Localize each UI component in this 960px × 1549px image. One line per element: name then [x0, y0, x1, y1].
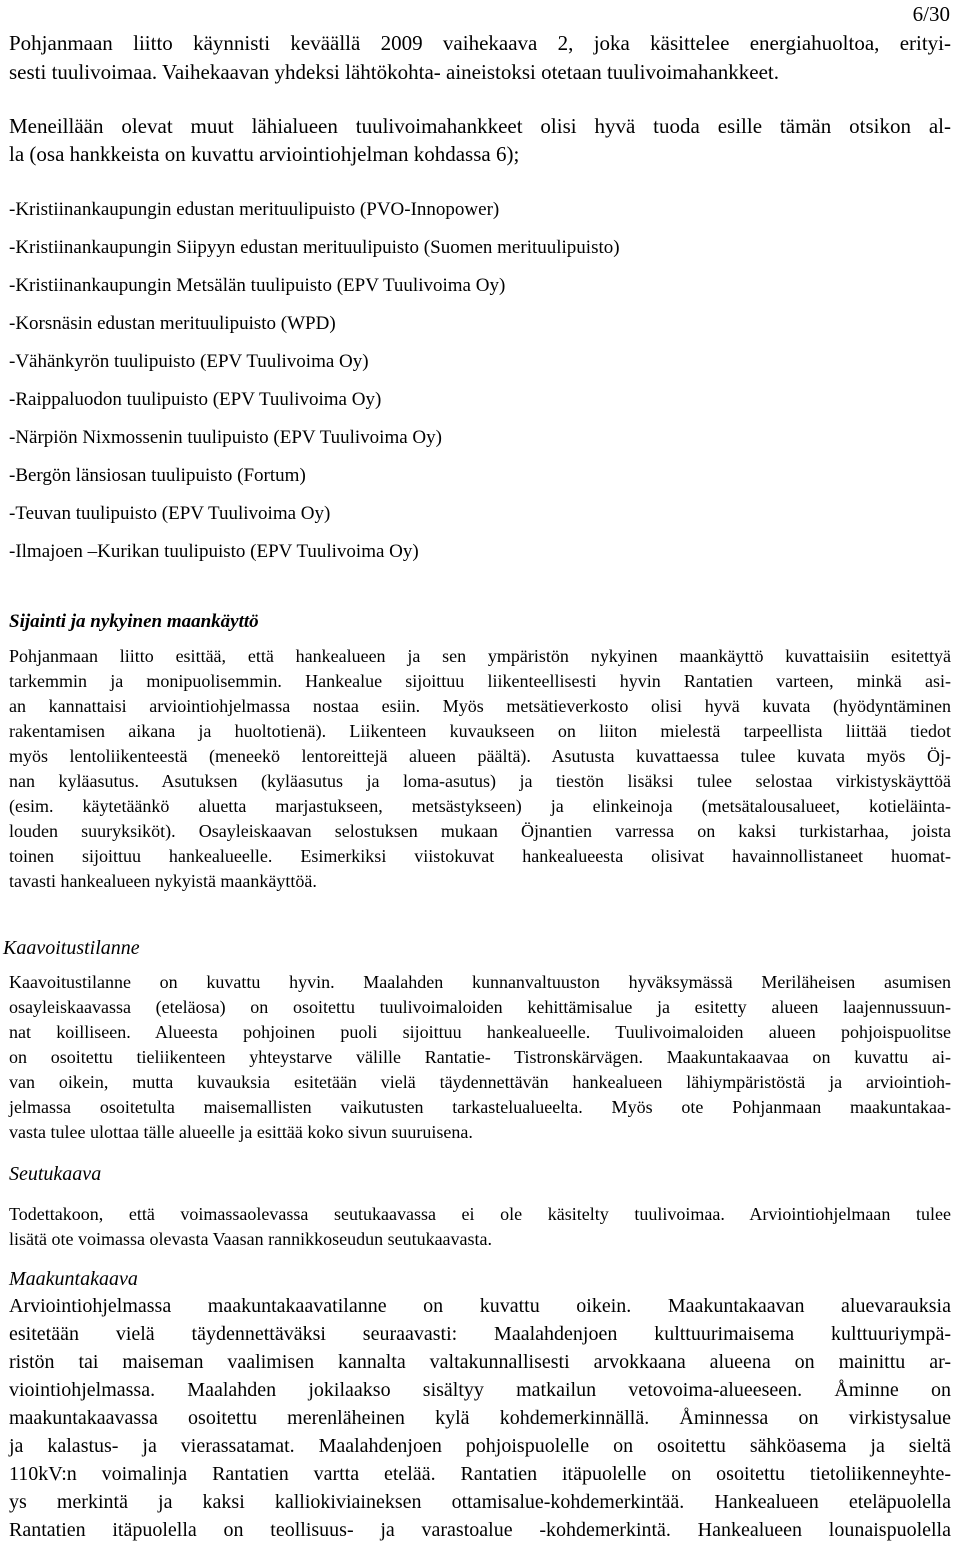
list-item: -Ilmajoen –Kurikan tuulipuisto (EPV Tuulivoima Oy): [9, 541, 419, 562]
text-line: (esim. käytetäänkö aluetta marjastukseen, metsästykseen) ja elinkeinoja (metsätalousalueet, kotieläinta-: [9, 796, 951, 816]
list-item: -Kristiinankaupungin edustan merituulipuisto (PVO-Innopower): [9, 199, 500, 220]
text-line: ys merkintä ja kaksi kalliokiviaineksen ottamisalue-kohdemerkintää. Hankealueen eteläpuolella: [9, 1491, 951, 1513]
section-heading: Maakuntakaava: [9, 1268, 138, 1290]
list-item: -Kristiinankaupungin Metsälän tuulipuisto (EPV Tuulivoima Oy): [9, 275, 506, 296]
text-line: nat koilliseen. Alueesta pohjoinen puoli sijoittuu hankealueelle. Tuulivoimaloiden alueen pohjoispuolitse: [9, 1022, 951, 1042]
text-line: myös lentoliikenteestä (meneekö lentoreittejä alueen päältä). Asutusta kuvattaessa tulee kuvata myös Öj-: [9, 746, 951, 766]
section-heading: Kaavoitustilanne: [3, 937, 140, 959]
text-line: la (osa hankkeista on kuvattu arviointiohjelman kohdassa 6);: [9, 142, 520, 166]
text-line: Rantatien itäpuolella on teollisuus- ja varastoalue -kohdemerkintä. Hankealueen lounaispuolella: [9, 1519, 951, 1541]
text-line: sesti tuulivoimaa. Vaihekaavan yhdeksi lähtökohta- aineistoksi otetaan tuulivoimahankkeet.: [9, 60, 780, 84]
text-line: vasta tulee ulottaa tälle alueelle ja esittää koko sivun suuruisena.: [9, 1122, 473, 1142]
text-line: 110kV:n voimalinja Rantatien vartta etelää. Rantatien itäpuolelle on osoitettu tietoliikenneyhte-: [9, 1463, 951, 1485]
section-heading: Sijainti ja nykyinen maankäyttö: [9, 611, 259, 632]
text-line: Meneillään olevat muut lähialueen tuulivoimahankkeet olisi hyvä tuoda esille tämän otsikon al-: [9, 114, 951, 138]
list-item: -Teuvan tuulipuisto (EPV Tuulivoima Oy): [9, 503, 331, 524]
list-item: -Kristiinankaupungin Siipyyn edustan merituulipuisto (Suomen merituulipuisto): [9, 237, 620, 258]
list-item: -Korsnäsin edustan merituulipuisto (WPD): [9, 313, 336, 334]
list-item: -Vähänkyrön tuulipuisto (EPV Tuulivoima Oy): [9, 351, 369, 372]
text-line: van oikein, mutta kuvauksia esitetään vielä täydennettävän hankealueen lähiympäristöstä ja arviointioh-: [9, 1072, 951, 1092]
text-line: Todettakoon, että voimassaolevassa seutukaavassa ei ole käsitelty tuulivoimaa. Arviointiohjelmaan tulee: [9, 1204, 951, 1224]
text-line: jelmassa osoitetulta maisemallisten vaikutusten tarkastelualueelta. Myös ote Pohjanmaan maakuntakaa-: [9, 1097, 951, 1117]
section-heading: Seutukaava: [9, 1163, 102, 1185]
text-line: tarkemmin ja monipuolisemmin. Hankealue sijoittuu liikenteellisesti hyvin Rantatien varteen, minkä asi-: [9, 671, 951, 691]
list-item: -Bergön länsiosan tuulipuisto (Fortum): [9, 465, 306, 486]
text-line: viointiohjelmassa. Maalahden jokilaakso sisältyy matkailun vetovoima-alueeseen. Åminne on: [9, 1379, 951, 1401]
text-line: lisätä ote voimassa olevasta Vaasan rannikkoseudun seutukaavasta.: [9, 1229, 493, 1249]
text-line: louden suuryksiköt). Osayleiskaavan selostuksen mukaan Öjnantien varressa on kaksi turkistarhaa, joista: [9, 821, 951, 841]
text-line: Kaavoitustilanne on kuvattu hyvin. Maalahden kunnanvaltuuston hyväksymässä Meriläheisen asumisen: [9, 972, 951, 992]
text-line: esitetään vielä täydennettäväksi seuraavasti: Maalahdenjoen kulttuurimaisema kulttuuriympä-: [9, 1323, 951, 1345]
text-line: Pohjanmaan liitto käynnisti keväällä 2009 vaihekaava 2, joka käsittelee energiahuoltoa, erityi-: [9, 31, 951, 55]
text-line: osayleiskaavassa (eteläosa) on osoitettu tuulivoimaloiden kehittämisalue ja esitetty alueen laajennussuun-: [9, 997, 951, 1017]
page-number: 6/30: [912, 2, 950, 26]
text-line: Arviointiohjelmassa maakuntakaavatilanne on kuvattu oikein. Maakuntakaavan aluevarauksia: [9, 1295, 951, 1317]
list-item: -Närpiön Nixmossenin tuulipuisto (EPV Tuulivoima Oy): [9, 427, 442, 448]
text-line: ja kalastus- ja vierassatamat. Maalahdenjoen pohjoispuolelle on osoitettu sähköasema ja sieltä: [9, 1435, 951, 1457]
text-line: ristön tai maiseman vaalimisen kannalta valtakunnallisesti arvokkaana alueena on mainittu ar-: [9, 1351, 951, 1373]
text-line: Pohjanmaan liitto esittää, että hankealueen ja sen ympäristön nykyinen maankäyttö kuvattaisiin esitettyä: [9, 646, 951, 666]
text-line: toinen sijoittuu hankealueelle. Esimerkiksi viistokuvat hankealueesta olisivat havainnollistaneet huomat-: [9, 846, 951, 866]
list-item: -Raippaluodon tuulipuisto (EPV Tuulivoima Oy): [9, 389, 382, 410]
text-line: an kannattaisi arviointiohjelmassa nostaa esiin. Myös metsätieverkosto olisi hyvä kuvata (hyödyntäminen: [9, 696, 951, 716]
text-line: on osoitettu tieliikenteen yhteystarve välille Rantatie- Tistronskärvägen. Maakuntakaavaa on kuvattu ai-: [9, 1047, 951, 1067]
text-line: nan kyläasutus. Asutuksen (kyläasutus ja loma-asutus) ja tiestön lisäksi tulee selostaa virkistyskäyttöä: [9, 771, 951, 791]
text-line: tavasti hankealueen nykyistä maankäyttöä.: [9, 871, 317, 891]
text-line: maakuntakaavassa osoitettu merenläheinen kylä kohdemerkinnällä. Åminnessa on virkistysalue: [9, 1407, 951, 1429]
text-line: rakentamisen aikana ja huoltotienä). Liikenteen kuvaukseen on liiton mielestä tarpeellista liittää tiedot: [9, 721, 951, 741]
